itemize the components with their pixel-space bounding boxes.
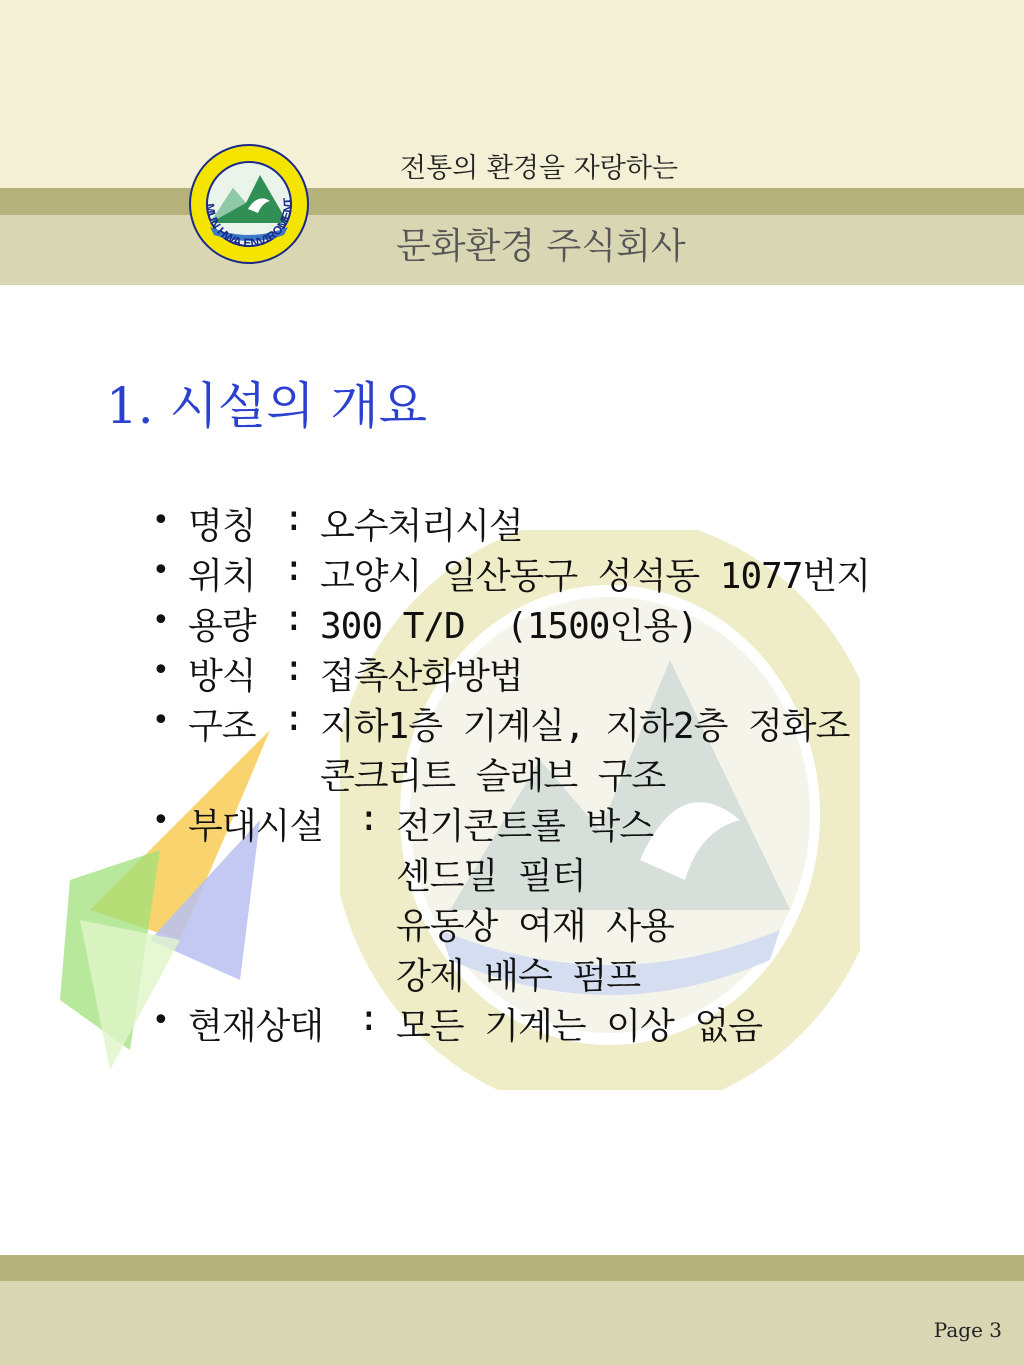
item-value: 모든 기계는 이상 없음	[396, 1006, 763, 1047]
bullet-point: •	[152, 503, 170, 538]
item-value: 접촉산화방법	[320, 656, 523, 697]
item-separator: :	[283, 498, 304, 539]
section-number: 1.	[106, 377, 154, 435]
bullet-point: •	[152, 653, 170, 688]
bullet-point: •	[152, 553, 170, 588]
item-separator: :	[283, 598, 304, 639]
section-title-text: 시설의 개요	[169, 377, 428, 435]
item-value-continued: 센드밀 필터	[396, 856, 586, 897]
item-separator: :	[358, 998, 379, 1039]
item-label: 위치	[188, 556, 256, 597]
footer-band-dark	[0, 1255, 1024, 1281]
item-label: 구조	[188, 706, 256, 747]
item-value-continued: 콘크리트 슬래브 구조	[320, 756, 666, 797]
item-separator: :	[283, 548, 304, 589]
footer-background	[0, 1281, 1024, 1365]
item-label: 부대시설	[188, 806, 324, 847]
page-number: Page 3	[933, 1318, 1002, 1342]
item-separator: :	[283, 648, 304, 689]
item-value: 지하1층 기계실, 지하2층 정화조	[320, 706, 850, 747]
item-separator: :	[283, 698, 304, 739]
item-label: 방식	[188, 656, 256, 697]
logo-ring-text: MUN HWA ENVIROMENT	[202, 197, 296, 251]
header-tagline: 전통의 환경을 자랑하는	[400, 153, 678, 184]
item-label: 현재상태	[188, 1006, 324, 1047]
item-value: 전기콘트롤 박스	[396, 806, 654, 847]
bullet-point: •	[152, 603, 170, 638]
item-value-continued: 유동상 여재 사용	[396, 906, 674, 947]
bullet-point: •	[152, 1003, 170, 1038]
item-separator: :	[358, 798, 379, 839]
item-value: 300 T/D (1500인용)	[320, 606, 698, 647]
bullet-point: •	[152, 703, 170, 738]
item-value-continued: 강제 배수 펌프	[396, 956, 641, 997]
item-value: 오수처리시설	[320, 506, 523, 547]
item-label: 명칭	[188, 506, 256, 547]
bullet-point: •	[152, 803, 170, 838]
item-value: 고양시 일산동구 성석동 1077번지	[320, 556, 871, 597]
company-name: 문화환경 주식회사	[396, 226, 686, 267]
item-label: 용량	[188, 606, 256, 647]
